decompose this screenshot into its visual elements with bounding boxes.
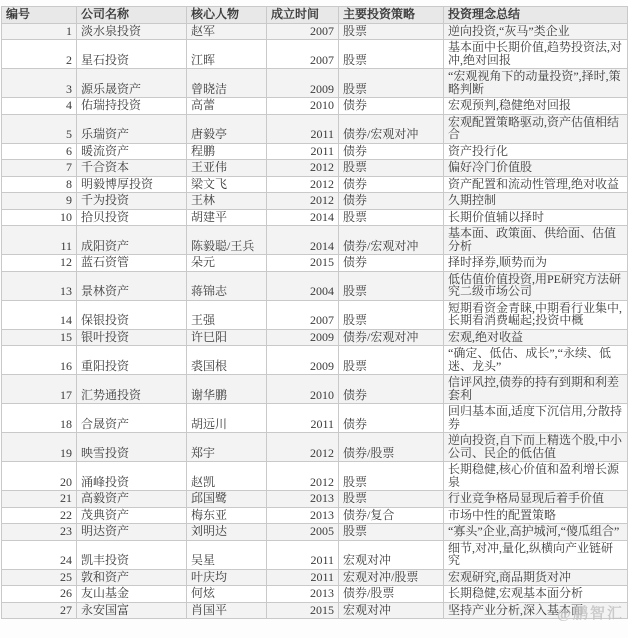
- cell-company: 千为投资: [77, 193, 187, 210]
- cell-strategy: 股票: [339, 346, 444, 375]
- cell-year: 2009: [267, 346, 339, 375]
- cell-year: 2013: [267, 507, 339, 524]
- cell-no: 20: [2, 462, 77, 491]
- cell-year: 2011: [267, 114, 339, 143]
- cell-no: 9: [2, 193, 77, 210]
- cell-company: 淡水泉投资: [77, 23, 187, 40]
- cell-person: 唐毅亭: [187, 114, 267, 143]
- cell-strategy: 债券: [339, 176, 444, 193]
- cell-summary: 短期看资金青睐,中期看行业集中,长期看消费崛起;投资中概: [444, 300, 628, 329]
- table-row: [2, 176, 628, 193]
- cell-company: 永安国富: [77, 602, 187, 619]
- cell-company: 源乐晟资产: [77, 69, 187, 98]
- cell-strategy: 股票: [339, 491, 444, 508]
- cell-no: 25: [2, 569, 77, 586]
- cell-no: 21: [2, 491, 77, 508]
- cell-company: 乐瑞资产: [77, 114, 187, 143]
- cell-company: 映雪投资: [77, 433, 187, 462]
- cell-year: 2011: [267, 569, 339, 586]
- cell-strategy: 宏观对冲/股票: [339, 569, 444, 586]
- cell-company: 千合资本: [77, 160, 187, 177]
- cell-summary: 低估值价值投资,用PE研究方法研究二级市场公司: [444, 271, 628, 300]
- cell-year: 2012: [267, 462, 339, 491]
- table-row: [2, 98, 628, 115]
- cell-year: 2004: [267, 271, 339, 300]
- cell-summary: 行业竞争格局显现后着手价值: [444, 491, 628, 508]
- cell-no: 12: [2, 255, 77, 272]
- cell-year: 2012: [267, 160, 339, 177]
- cell-company: 重阳投资: [77, 346, 187, 375]
- cell-person: 王亚伟: [187, 160, 267, 177]
- cell-company: 银叶投资: [77, 329, 187, 346]
- cell-no: 26: [2, 586, 77, 603]
- table-row: [2, 569, 628, 586]
- cell-no: 19: [2, 433, 77, 462]
- cell-year: 2005: [267, 524, 339, 541]
- cell-year: 2014: [267, 226, 339, 255]
- cell-summary: 长期稳健,宏观基本面分析: [444, 586, 628, 603]
- cell-year: 2011: [267, 143, 339, 160]
- cell-summary: “寡头”企业,高护城河,“傻瓜组合”: [444, 524, 628, 541]
- cell-person: 赵凯: [187, 462, 267, 491]
- cell-year: 2009: [267, 329, 339, 346]
- cell-company: 星石投资: [77, 40, 187, 69]
- table-row: [2, 524, 628, 541]
- cell-summary: 择时择券,顺势而为: [444, 255, 628, 272]
- cell-company: 成阳资产: [77, 226, 187, 255]
- cell-person: 刘明达: [187, 524, 267, 541]
- cell-company: 明毅博厚投资: [77, 176, 187, 193]
- table-row: [2, 404, 628, 433]
- cell-company: 佑瑞持投资: [77, 98, 187, 115]
- cell-summary: 信评风控,债券的持有到期和利差套利: [444, 375, 628, 404]
- table-row: [2, 114, 628, 143]
- cell-person: 胡远川: [187, 404, 267, 433]
- table-row: [2, 586, 628, 603]
- cell-summary: 基本面中长期价值,趋势投资法,对冲,绝对回报: [444, 40, 628, 69]
- cell-strategy: 股票: [339, 69, 444, 98]
- cell-no: 4: [2, 98, 77, 115]
- cell-company: 茂典资产: [77, 507, 187, 524]
- cell-year: 2013: [267, 586, 339, 603]
- table-row: [2, 491, 628, 508]
- table-row: [2, 602, 628, 619]
- cell-year: 2014: [267, 209, 339, 226]
- cell-strategy: 股票: [339, 300, 444, 329]
- cell-person: 邱国鹭: [187, 491, 267, 508]
- cell-summary: 长期价值辅以择时: [444, 209, 628, 226]
- column-header-year: 成立时间: [267, 7, 339, 24]
- table-row: [2, 226, 628, 255]
- cell-company: 合晟资产: [77, 404, 187, 433]
- cell-person: 郑宇: [187, 433, 267, 462]
- investment-funds-table: [1, 6, 628, 619]
- cell-company: 暖流资产: [77, 143, 187, 160]
- cell-no: 5: [2, 114, 77, 143]
- cell-strategy: 债券: [339, 98, 444, 115]
- cell-strategy: 股票: [339, 40, 444, 69]
- cell-summary: 细节,对冲,量化,纵横向产业链研究: [444, 540, 628, 569]
- table-row: [2, 433, 628, 462]
- cell-summary: 市场中性的配置策略: [444, 507, 628, 524]
- table-row: [2, 193, 628, 210]
- cell-summary: 资产投行化: [444, 143, 628, 160]
- cell-company: 凯丰投资: [77, 540, 187, 569]
- cell-company: 友山基金: [77, 586, 187, 603]
- cell-summary: 长期稳健,核心价值和盈利增长源泉: [444, 462, 628, 491]
- cell-person: 王强: [187, 300, 267, 329]
- cell-person: 许巳阳: [187, 329, 267, 346]
- cell-summary: 宏观,绝对收益: [444, 329, 628, 346]
- column-header-no: 编号: [2, 7, 77, 24]
- cell-year: 2011: [267, 540, 339, 569]
- cell-person: 王林: [187, 193, 267, 210]
- cell-year: 2007: [267, 300, 339, 329]
- cell-year: 2009: [267, 69, 339, 98]
- cell-no: 14: [2, 300, 77, 329]
- table-row: [2, 160, 628, 177]
- cell-summary: 宏观配置策略驱动,资产估值相结合: [444, 114, 628, 143]
- cell-no: 10: [2, 209, 77, 226]
- table-row: [2, 540, 628, 569]
- cell-no: 2: [2, 40, 77, 69]
- cell-strategy: 债券: [339, 193, 444, 210]
- cell-strategy: 股票: [339, 271, 444, 300]
- cell-strategy: 股票: [339, 462, 444, 491]
- cell-company: 保银投资: [77, 300, 187, 329]
- table-row: [2, 255, 628, 272]
- table-row: [2, 300, 628, 329]
- cell-strategy: 宏观对冲: [339, 540, 444, 569]
- cell-year: 2010: [267, 98, 339, 115]
- cell-summary: 坚持产业分析,深入基本面: [444, 602, 628, 619]
- cell-summary: “宏观视角下的动量投资”,择时,策略判断: [444, 69, 628, 98]
- cell-year: 2007: [267, 23, 339, 40]
- cell-year: 2015: [267, 602, 339, 619]
- table-row: [2, 40, 628, 69]
- cell-strategy: 债券/股票: [339, 586, 444, 603]
- cell-no: 6: [2, 143, 77, 160]
- cell-strategy: 债券/宏观对冲: [339, 329, 444, 346]
- cell-person: 陈毅聪/王兵: [187, 226, 267, 255]
- header-row: [2, 7, 628, 24]
- cell-person: 吴星: [187, 540, 267, 569]
- cell-summary: 久期控制: [444, 193, 628, 210]
- cell-company: 敦和资产: [77, 569, 187, 586]
- table-row: [2, 143, 628, 160]
- cell-summary: “确定、低估、成长”,“永续、低迷、龙头”: [444, 346, 628, 375]
- cell-no: 18: [2, 404, 77, 433]
- cell-no: 11: [2, 226, 77, 255]
- table-row: [2, 462, 628, 491]
- cell-person: 高蕾: [187, 98, 267, 115]
- cell-year: 2013: [267, 491, 339, 508]
- cell-person: 肖国平: [187, 602, 267, 619]
- watermark: @鹏智汇: [557, 606, 624, 622]
- cell-company: 涌峰投资: [77, 462, 187, 491]
- cell-year: 2012: [267, 176, 339, 193]
- cell-person: 曾晓洁: [187, 69, 267, 98]
- table-row: [2, 23, 628, 40]
- cell-strategy: 股票: [339, 23, 444, 40]
- cell-year: 2012: [267, 433, 339, 462]
- column-header-company: 公司名称: [77, 7, 187, 24]
- table-row: [2, 271, 628, 300]
- cell-person: 朵元: [187, 255, 267, 272]
- table-body: [2, 23, 628, 619]
- cell-summary: 回归基本面,适度下沉信用,分散持券: [444, 404, 628, 433]
- column-header-strategy: 主要投资策略: [339, 7, 444, 24]
- table-row: [2, 346, 628, 375]
- cell-person: 叶庆均: [187, 569, 267, 586]
- cell-year: 2010: [267, 375, 339, 404]
- cell-no: 1: [2, 23, 77, 40]
- cell-summary: 逆向投资,自下而上精选个股,中小公司、民企的低估值: [444, 433, 628, 462]
- cell-strategy: 股票: [339, 209, 444, 226]
- cell-person: 何炫: [187, 586, 267, 603]
- cell-person: 梅东亚: [187, 507, 267, 524]
- cell-company: 汇势通投资: [77, 375, 187, 404]
- cell-strategy: 债券: [339, 143, 444, 160]
- cell-strategy: 股票: [339, 524, 444, 541]
- cell-no: 22: [2, 507, 77, 524]
- cell-summary: 逆向投资,“灰马”类企业: [444, 23, 628, 40]
- cell-no: 7: [2, 160, 77, 177]
- cell-summary: 基本面、政策面、供给面、估值分析: [444, 226, 628, 255]
- cell-strategy: 债券: [339, 255, 444, 272]
- cell-company: 景林资产: [77, 271, 187, 300]
- cell-no: 17: [2, 375, 77, 404]
- cell-company: 明达资产: [77, 524, 187, 541]
- cell-person: 梁文飞: [187, 176, 267, 193]
- cell-person: 胡建平: [187, 209, 267, 226]
- table-row: [2, 375, 628, 404]
- cell-strategy: 宏观对冲: [339, 602, 444, 619]
- cell-strategy: 债券/宏观对冲: [339, 114, 444, 143]
- cell-year: 2012: [267, 193, 339, 210]
- table-row: [2, 69, 628, 98]
- cell-year: 2007: [267, 40, 339, 69]
- cell-summary: 资产配置和流动性管理,绝对收益: [444, 176, 628, 193]
- cell-company: 高毅资产: [77, 491, 187, 508]
- cell-no: 3: [2, 69, 77, 98]
- cell-no: 27: [2, 602, 77, 619]
- column-header-summary: 投资理念总结: [444, 7, 628, 24]
- cell-no: 13: [2, 271, 77, 300]
- cell-no: 24: [2, 540, 77, 569]
- cell-strategy: 债券/复合: [339, 507, 444, 524]
- cell-person: 江晖: [187, 40, 267, 69]
- cell-person: 程鹏: [187, 143, 267, 160]
- cell-year: 2015: [267, 255, 339, 272]
- cell-summary: 宏观预判,稳健绝对回报: [444, 98, 628, 115]
- cell-year: 2011: [267, 404, 339, 433]
- cell-strategy: 债券/宏观对冲: [339, 226, 444, 255]
- cell-no: 16: [2, 346, 77, 375]
- cell-no: 8: [2, 176, 77, 193]
- cell-company: 拾贝投资: [77, 209, 187, 226]
- table-row: [2, 507, 628, 524]
- cell-no: 23: [2, 524, 77, 541]
- cell-strategy: 债券: [339, 404, 444, 433]
- cell-strategy: 股票: [339, 160, 444, 177]
- cell-person: 赵军: [187, 23, 267, 40]
- table-row: [2, 209, 628, 226]
- cell-strategy: 债券: [339, 375, 444, 404]
- cell-company: 蓝石资管: [77, 255, 187, 272]
- cell-person: 谢华鹏: [187, 375, 267, 404]
- cell-summary: 宏观研究,商品期货对冲: [444, 569, 628, 586]
- column-header-person: 核心人物: [187, 7, 267, 24]
- cell-no: 15: [2, 329, 77, 346]
- cell-person: 裘国根: [187, 346, 267, 375]
- table-row: [2, 329, 628, 346]
- cell-person: 蒋锦志: [187, 271, 267, 300]
- cell-summary: 偏好冷门价值股: [444, 160, 628, 177]
- cell-strategy: 债券/股票: [339, 433, 444, 462]
